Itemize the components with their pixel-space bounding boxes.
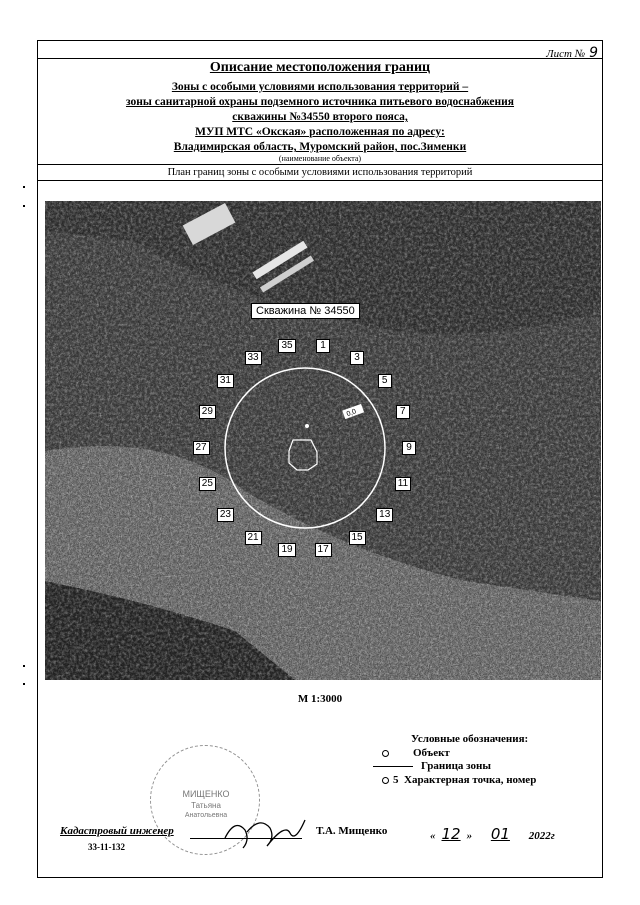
subtitle-line: скважины №34550 второго пояса,: [232, 111, 408, 123]
point-label-3: 3: [350, 351, 364, 365]
well-label: Скважина № 34550: [251, 303, 360, 319]
legend-boundary-label: Граница зоны: [421, 760, 491, 772]
aerial-map: [45, 201, 601, 680]
point-label-25: 25: [199, 477, 216, 491]
point-label-5: 5: [378, 374, 392, 388]
margin-dot: [23, 665, 25, 667]
point-label-23: 23: [217, 508, 234, 522]
legend-object: [382, 747, 450, 759]
signature-line: [190, 838, 302, 839]
object-caption: (наименование объекта): [278, 154, 362, 163]
margin-dot: [23, 683, 25, 685]
point-label-13: 13: [376, 508, 393, 522]
photo-texture-dark: [45, 201, 601, 680]
legend-title: Условные обозначения:: [411, 733, 529, 745]
plan-divider: [37, 180, 603, 181]
date-open-quote: «: [430, 830, 436, 842]
legend-point-label: Характерная точка, номер: [404, 774, 537, 786]
point-label-19: 19: [278, 543, 295, 557]
stamp-line: Татьяна: [191, 801, 221, 810]
point-label-1: 1: [316, 339, 330, 353]
point-label-11: 11: [395, 477, 411, 491]
stamp-line: МИЩЕНКО: [182, 789, 230, 799]
engineer-role: Кадастровый инженер: [60, 825, 174, 837]
legend-boundary: [373, 760, 491, 772]
point-label-17: 17: [315, 543, 332, 557]
point-label-27: 27: [193, 441, 210, 455]
object-symbol-icon: [382, 750, 389, 757]
aerial-photo: [45, 201, 601, 680]
legend-point: [382, 774, 536, 786]
margin-dot: [23, 186, 25, 188]
point-symbol-icon: [382, 777, 389, 784]
margin-dot: [23, 205, 25, 207]
signature-date: [430, 825, 555, 843]
date-day: 12: [441, 825, 461, 843]
map-scale: М 1:3000: [297, 693, 343, 705]
point-label-9: 9: [402, 441, 416, 455]
point-label-15: 15: [349, 531, 366, 545]
date-month: 01: [490, 825, 510, 843]
point-label-21: 21: [245, 531, 262, 545]
signature-icon: [215, 808, 315, 858]
sheet-number-value: 9: [589, 45, 598, 61]
boundary-line-icon: [373, 766, 413, 767]
point-label-31: 31: [217, 374, 234, 388]
date-year: 2022г: [528, 830, 555, 842]
legend-point-example: 5: [393, 774, 399, 786]
engineer-name: Т.А. Мищенко: [316, 825, 388, 837]
point-label-33: 33: [245, 351, 262, 365]
subtitle-line: зоны санитарной охраны подземного источника питьевого водоснабжения: [125, 96, 515, 108]
document-title: Описание местоположения границ: [209, 60, 431, 75]
point-label-7: 7: [396, 405, 410, 419]
caption-divider: [37, 164, 603, 165]
stamp-line: Анатольевна: [184, 812, 228, 819]
sheet-number: [478, 45, 598, 61]
legend-object-label: Объект: [413, 747, 450, 759]
subtitle-line: МУП МТС «Окская» расположенная по адресу:: [195, 126, 445, 138]
subtitle-line: Зоны с особыми условиями использования территорий –: [171, 81, 469, 93]
small-label: 0,0: [345, 408, 358, 419]
sheet-label: Лист №: [546, 48, 586, 60]
point-label-35: 35: [278, 339, 295, 353]
point-label-29: 29: [199, 405, 216, 419]
plan-label: План границ зоны с особыми условиями использования территорий: [167, 167, 473, 178]
well-marker: [305, 424, 309, 428]
engineer-code: 33-11-132: [88, 842, 125, 852]
subtitle-line: Владимирская область, Муромский район, пос.Зименки: [173, 141, 467, 153]
date-close-quote: »: [466, 830, 473, 842]
